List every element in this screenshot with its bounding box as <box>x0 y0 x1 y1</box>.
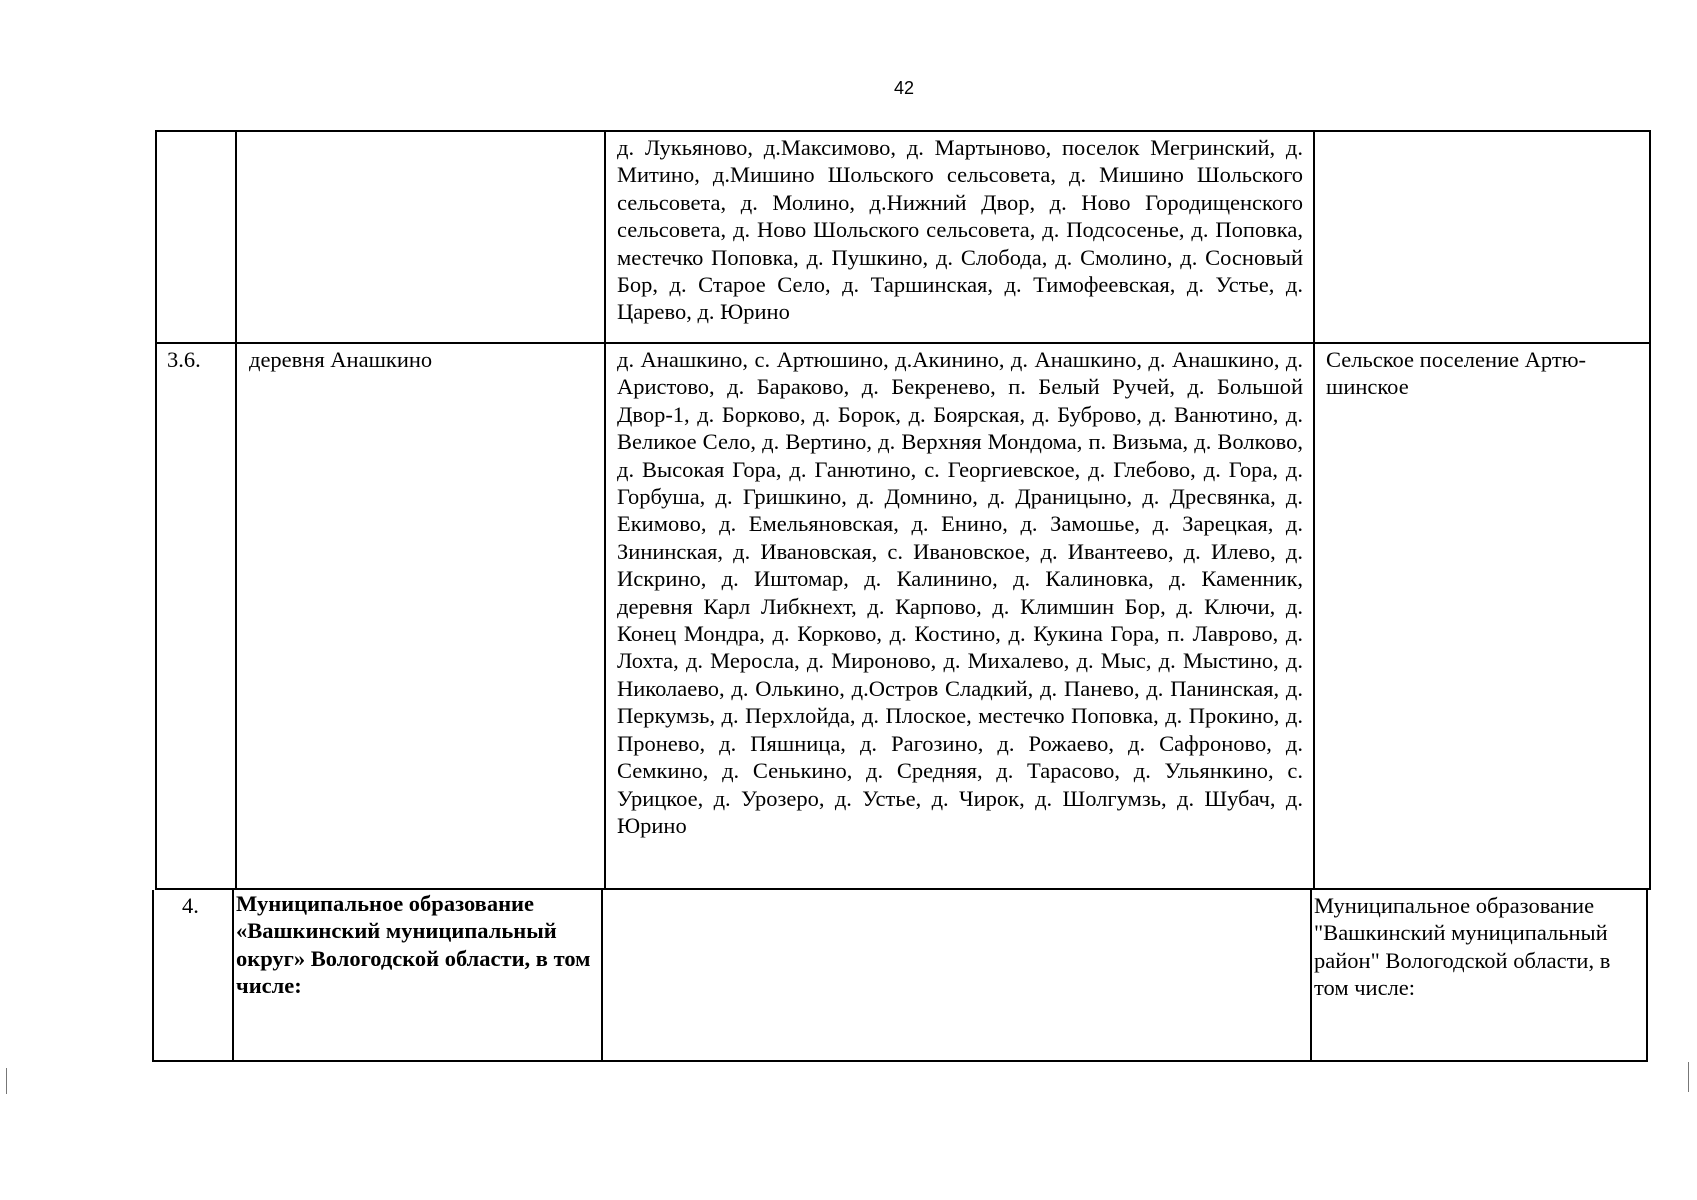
former-municipality-cell: Муниципальное образование "Вашкинский муниципальный район" Вологодской области, в том числе: <box>1312 890 1648 1062</box>
table-row <box>155 344 1652 890</box>
row-number-cell <box>155 130 237 344</box>
table-row <box>152 890 1652 1062</box>
table-row <box>155 130 1652 344</box>
places-list-cell: д. Лукьяново, д.Максимово, д. Мартыново, поселок Мегринский, д. Митино, д.Мишино Шольского сельсовета, д. Мишино Шольского сельсовета, д. Молино, д.Нижний Двор, д. Ново Городищенского сельсовета, д. Ново Шольского сельсовета, д. Подсосенье, д. Поповка, местечко Поповка, д. Пушкино, д. Слобода, д. Смолино, д. Сосновый Бор, д. Старое Село, д. Таршинская, д. Тимофеевская, д. Устье, д. Царево, д. Юрино <box>606 130 1315 344</box>
page-number: 42 <box>893 78 915 98</box>
scan-edge-mark-left <box>6 1068 7 1094</box>
former-municipality-cell <box>1315 130 1651 344</box>
places-list-cell: д. Анашкино, с. Артюшино, д.Акинино, д. Анашкино, д. Анашкино, д. Аристово, д. Бараково, д. Бекренево, п. Белый Ручей, д. Большой Двор-1, д. Борково, д. Борок, д. Боярская, д. Буброво, д. Ванютино, д. Великое Село, д. Вертино, д. Верхняя Мондома, п. Визьма, д. Волково, д. Высокая Гора, д. Ганютино, с. Георгиевское, д. Глебово, д. Гора, д. Горбуша, д. Гришкино, д. Домнино, д. Драницыно, д. Дресвянка, д. Екимово, д. Емельяновская, д. Енино, д. Замошье, д. Зарецкая, д. Зининская, д. Ивановская, с. Ивановское, д. Ивантеево, д. Илево, д. Искрино, д. Иштомар, д. Калинино, д. Калиновка, д. Каменник, деревня Карл Либкнехт, д. Карпово, д. Климшин Бор, д. Ключи, д. Конец Мондра, д. Корково, д. Костино, д. Кукина Гора, п. Лаврово, д. Лохта, д. Меросла, д. Мироново, д. Михалево, д. Мыс, д. Мыстино, д. Николаево, д. Олькино, д.Остров Сладкий, д. Панево, д. Панинская, д. Перкумзь, д. Перхлойда, д. Плоское, местечко Поповка, д. Прокино, д. Пронево, д. Пяшница, д. Рагозино, д. Рожаево, д. Сафроново, д. Семкино, д. Сенькино, д. Средняя, д. Тарасово, д. Ульянкино, с. Урицкое, д. Урозеро, д. Устье, д. Чирок, д. Шолгумзь, д. Шубач, д. Юрино <box>606 344 1315 890</box>
scan-edge-mark-right <box>1688 1062 1689 1092</box>
municipality-name-cell: Муниципальное образование «Вашкинский муниципальный округ» Вологодской области, в том числе: <box>234 890 603 1062</box>
places-list-cell <box>603 890 1312 1062</box>
row-number-cell: 4. <box>152 890 234 1062</box>
settlement-name-cell: деревня Анашкино <box>237 344 606 890</box>
former-municipality-cell: Сельское поселение Артю-шинское <box>1315 344 1651 890</box>
settlement-name-cell <box>237 130 606 344</box>
row-number-cell: 3.6. <box>155 344 237 890</box>
